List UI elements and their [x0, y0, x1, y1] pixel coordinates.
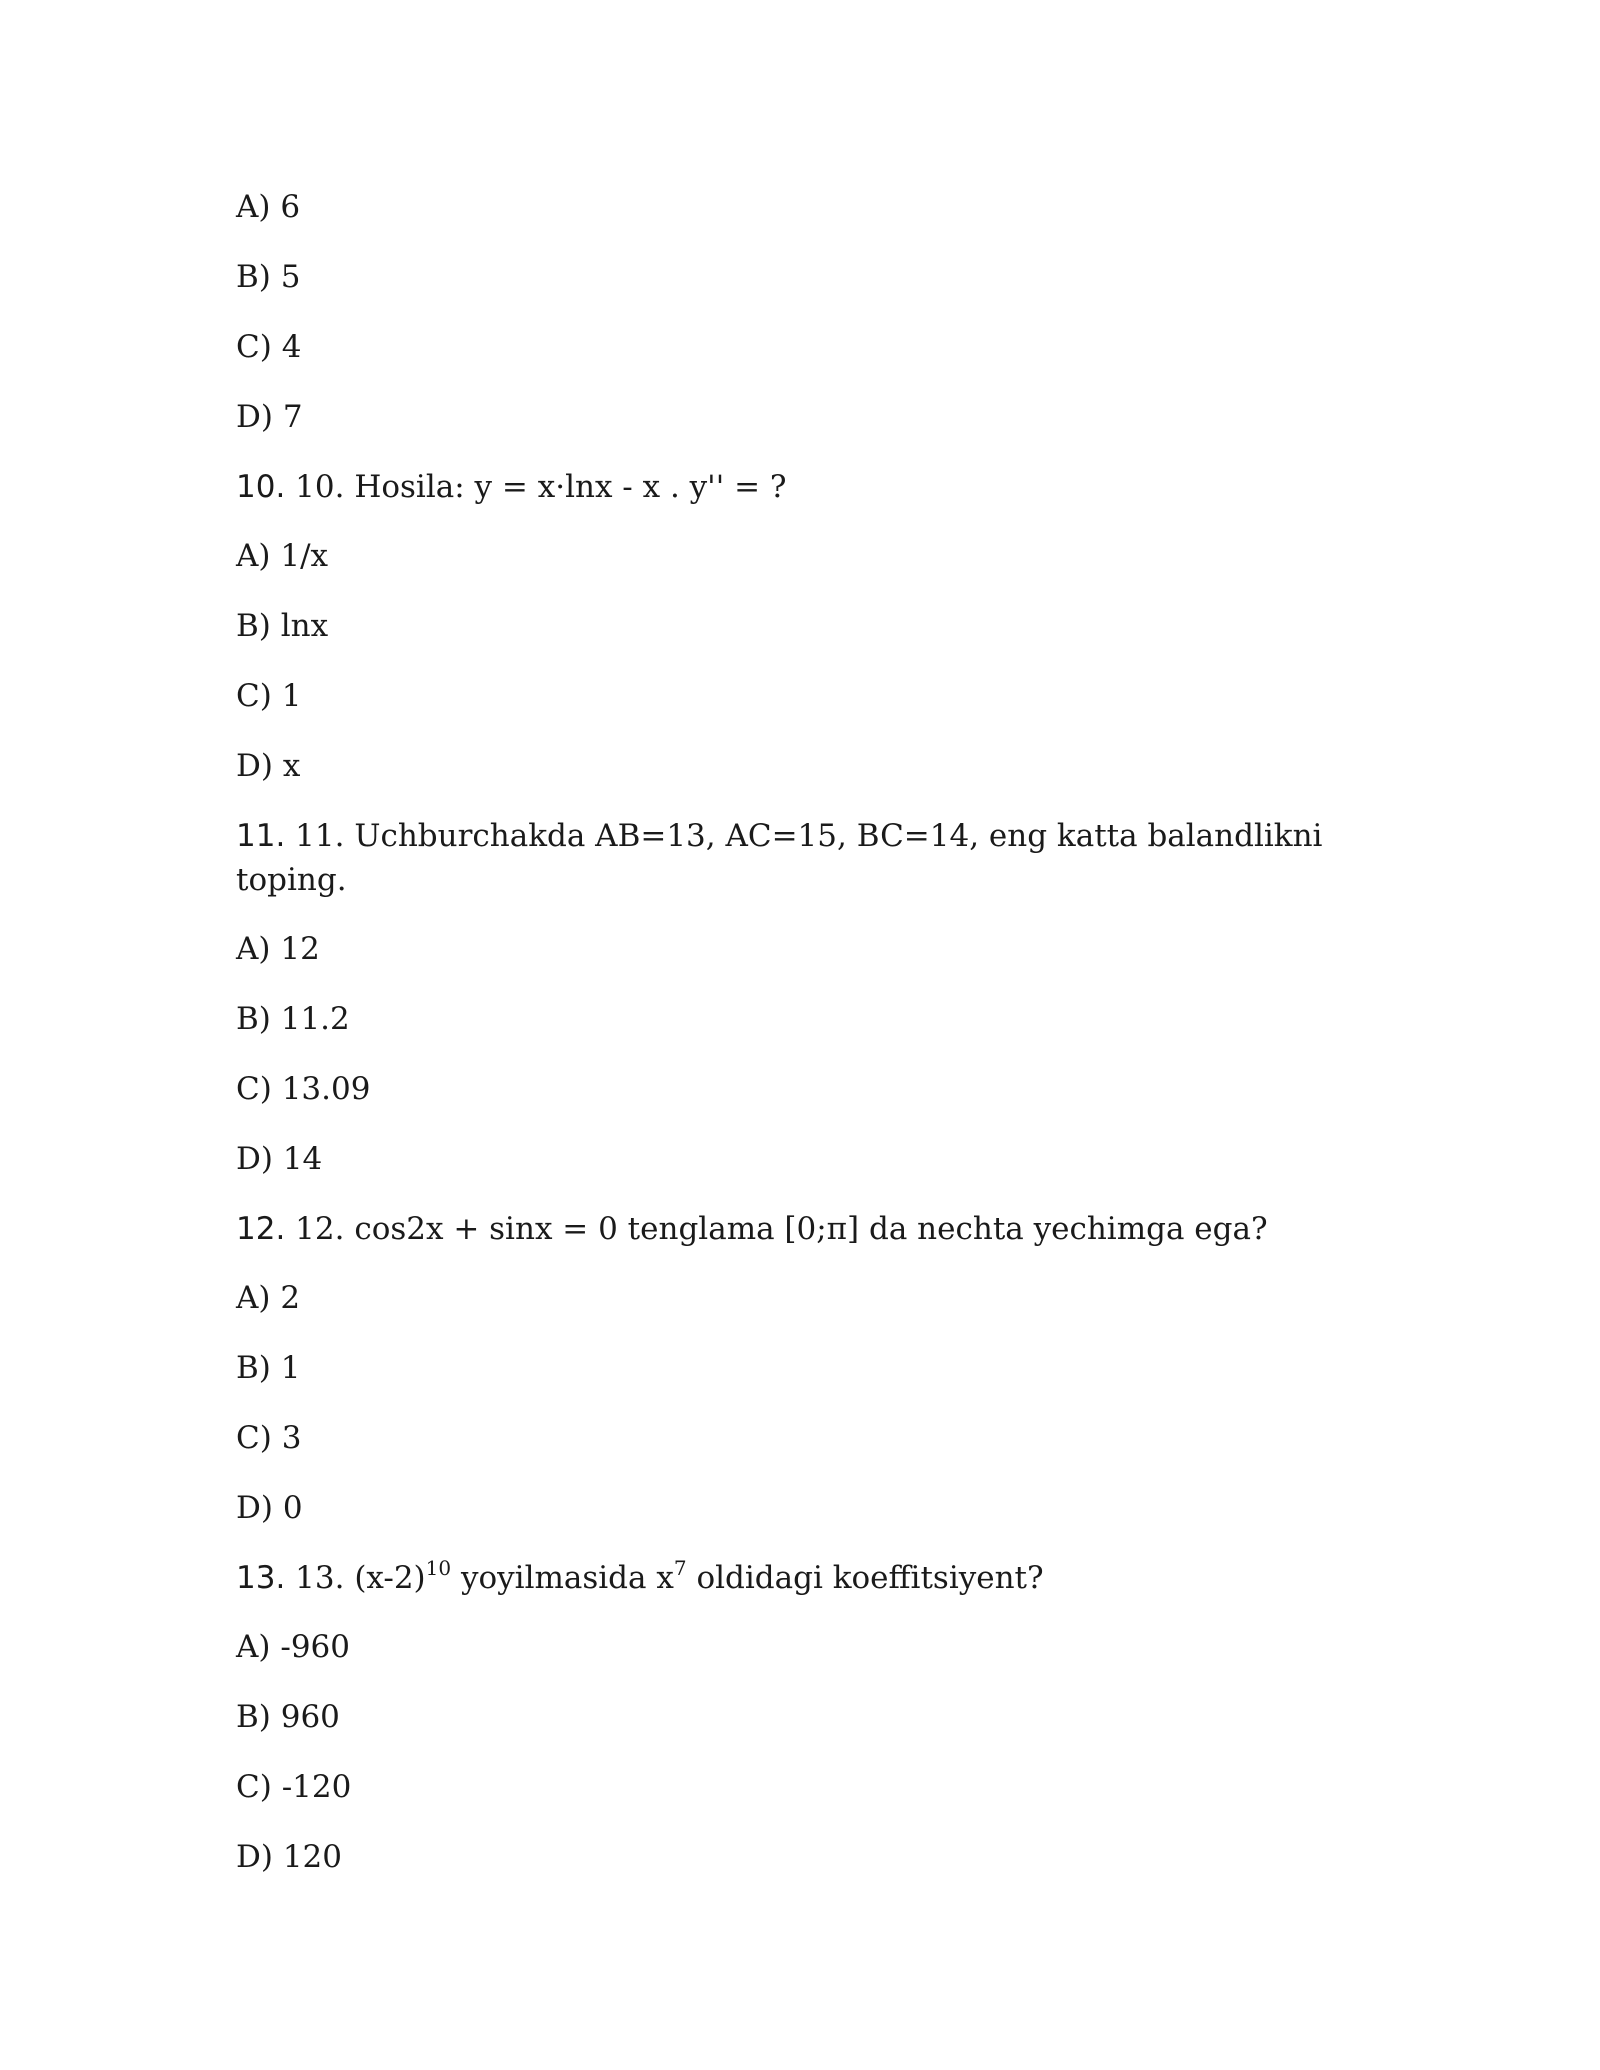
- test-content: [236, 185, 1356, 1905]
- option-b: B) lnx: [236, 608, 329, 644]
- option-d: D) 7: [236, 399, 303, 435]
- option-c: C) 3: [236, 1420, 302, 1456]
- option-d: D) 0: [236, 1490, 303, 1526]
- option-c: C) -120: [236, 1769, 352, 1805]
- option-b: B) 1: [236, 1350, 301, 1386]
- option-b: B) 11.2: [236, 1001, 350, 1037]
- question-text: 11. 11. Uchburchakda AB=13, AC=15, BC=14, eng katta balandlikni toping.: [236, 818, 1323, 898]
- option-a: A) -960: [236, 1629, 350, 1665]
- question-number: 11.: [236, 818, 286, 854]
- question-12: [236, 1207, 1356, 1530]
- exponent: 7: [673, 1555, 687, 1580]
- option-c: C) 1: [236, 678, 302, 714]
- question-text: 12. 12. cos2x + sinx = 0 tenglama [0;π] da nechta yechimga ega?: [236, 1211, 1268, 1247]
- option-b: B) 5: [236, 259, 301, 295]
- option-a: A) 2: [236, 1280, 301, 1316]
- exponent: 10: [425, 1555, 452, 1580]
- option-d: D) 14: [236, 1141, 323, 1177]
- question-10: [236, 465, 1356, 788]
- option-a: A) 6: [236, 189, 301, 225]
- question-11: [236, 814, 1356, 1181]
- option-a: A) 1/x: [236, 538, 328, 574]
- option-c: C) 13.09: [236, 1071, 371, 1107]
- question-number: 10.: [236, 469, 286, 505]
- option-b: B) 960: [236, 1699, 340, 1735]
- option-d: D) 120: [236, 1839, 342, 1875]
- prev-question-options: [236, 185, 1356, 439]
- option-c: C) 4: [236, 329, 302, 365]
- question-13: [236, 1556, 1356, 1879]
- option-a: A) 12: [236, 931, 320, 967]
- question-text: 13. 13. $(x-2)^{10}$ yoyilmasida $x^7$ oldidagi koeffitsiyent?: [236, 1555, 1044, 1596]
- question-text: 10. 10. Hosila: y = x·lnx - x . y'' = ?: [236, 469, 787, 505]
- question-number: 13.: [236, 1560, 286, 1596]
- question-number: 12.: [236, 1211, 286, 1247]
- option-d: D) x: [236, 748, 301, 784]
